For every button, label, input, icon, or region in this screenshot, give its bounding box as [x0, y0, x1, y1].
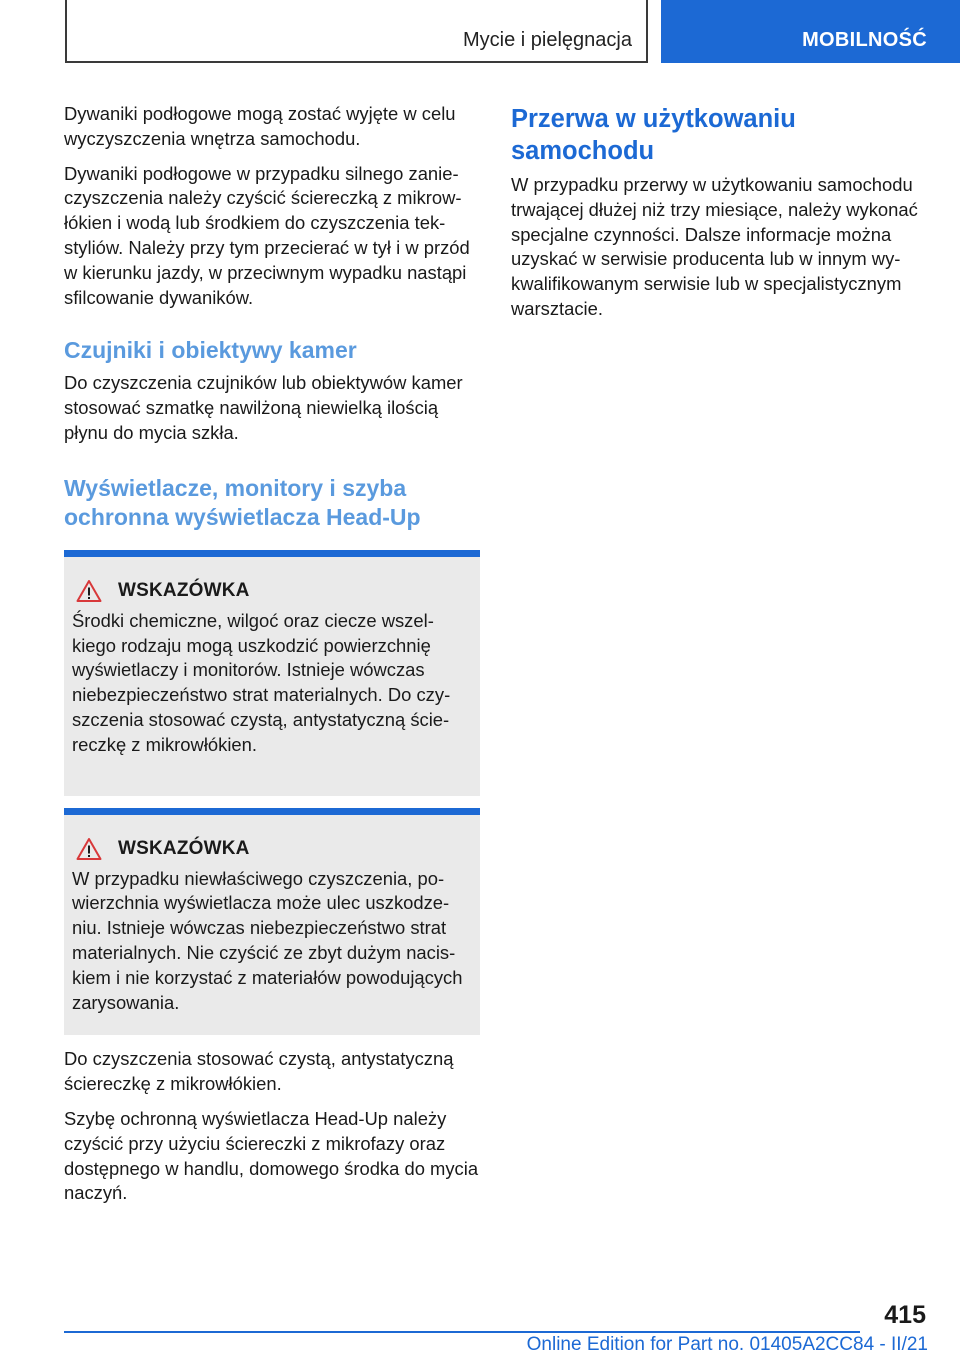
warning-text: Środki chemiczne, wilgoć oraz ciecze wszelkiego rodzaju mogą uszkodzić powierzchnię wyświetlaczy i monitorów. Istnieje wówczas niebezpieczeństwo strat materialnych. Do czyszczenia stosować czystą, antystatyczną ściereczkę z mikrowłókien.: [72, 609, 451, 755]
warning-box-improper-cleaning: [64, 808, 480, 1036]
heading-displays: Wyświetlacze, monitory i szyba ochronna wyświetlacza Head-Up: [64, 474, 421, 530]
warning-title: WSKAZÓWKA: [118, 837, 250, 859]
header-section-tab: [65, 0, 648, 63]
right-column: [511, 102, 931, 332]
paragraph-cameras: Do czyszczenia czujników lub obiektywów kamer stosować szmatkę nawilżoną niewielką ilością płynu do mycia szkła.: [64, 372, 463, 443]
footer-divider: [64, 1331, 860, 1333]
heading-cameras: Czujniki i obiektywy kamer: [64, 337, 357, 364]
paragraph-headup-cleaning: Szybę ochronną wyświetlacza Head-Up należy czyścić przy użyciu ściereczki z mikrofazy oraz dostępnego w handlu, domowego środka do mycia naczyń.: [64, 1107, 479, 1204]
left-column: [64, 102, 480, 1216]
warning-header: [72, 577, 470, 605]
warning-text: W przypadku niewłaściwego czyszczenia, powierzchnia wyświetlacza może ulec uszkodzeniu. Istnieje wówczas niebezpieczeństwo strat materialnych. Nie czyścić ze zbyt dużym naciskiem i nie korzystać z materiałów powodujących zarysowania.: [72, 867, 463, 1013]
warning-triangle-icon: [76, 837, 102, 861]
paragraph-antistatic-cloth: Do czyszczenia stosować czystą, antystatyczną ściereczkę z mikrowłókien.: [64, 1048, 454, 1095]
paragraph-mats-removal: Dywaniki podłogowe mogą zostać wyjęte w celu wyczyszczenia wnętrza samochodu.: [64, 103, 456, 149]
warning-header: [72, 835, 470, 863]
warning-triangle-icon: [76, 579, 102, 603]
footer-edition: Online Edition for Part no. 01405A2CC84 - II/21: [526, 1334, 928, 1355]
paragraph-usage-break: W przypadku przerwy w użytkowaniu samochodu trwającej dłużej niż trzy miesiące, należy wykonać specjalne czynności. Dalsze informacje można uzyskać w serwisie producenta lub w innym wykwalifikowanym serwisie lub w specjalistycznym warsztacie.: [511, 174, 918, 319]
header-chapter-tab: [661, 0, 960, 63]
heading-usage-break: Przerwa w użytkowaniu samochodu: [511, 105, 796, 165]
header-section-title: Mycie i pielęgnacja: [463, 29, 632, 51]
page-number: 415: [884, 1301, 926, 1329]
header-chapter-title: MOBILNOŚĆ: [802, 29, 927, 51]
warning-box-chemicals: [64, 550, 480, 796]
warning-title: WSKAZÓWKA: [118, 579, 250, 601]
paragraph-mats-cleaning: Dywaniki podłogowe w przypadku silnego zanieczyszczenia należy czyścić ściereczką z mikrowłókien i wodą lub środkiem do czyszczenia tekstyliów. Należy przy tym przecierać w tył i w przód w kierunku jazdy, w przeciwnym wypadku nastąpi sfilcowanie dywaników.: [64, 162, 470, 308]
